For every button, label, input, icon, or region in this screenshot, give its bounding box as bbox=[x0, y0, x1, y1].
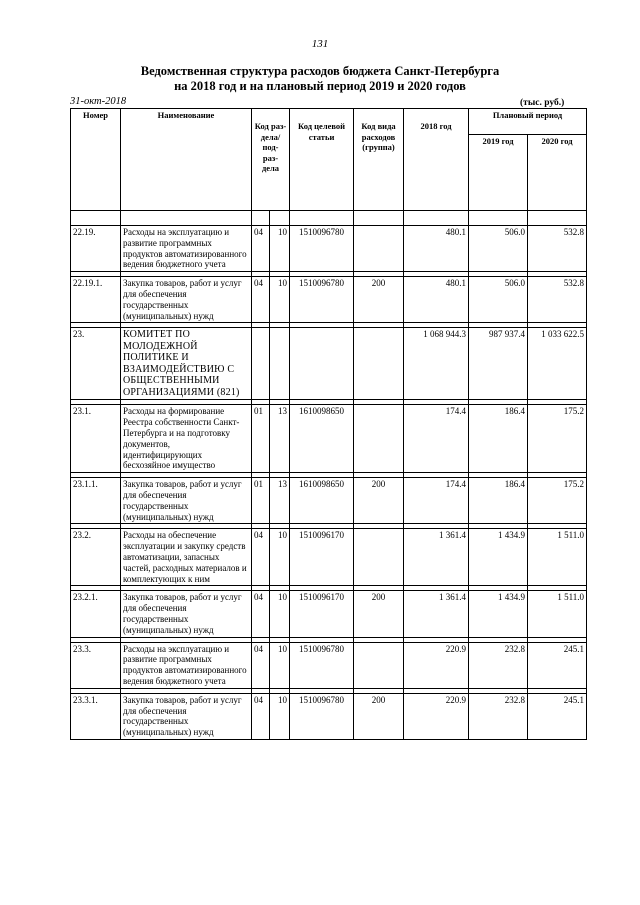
cell-2018: 174.4 bbox=[404, 478, 469, 524]
cell-expense-type bbox=[354, 226, 404, 272]
cell-number: 23.2.1. bbox=[71, 591, 121, 637]
header-target: Код целевой статьи bbox=[290, 109, 354, 211]
header-section: Код раз- дела/ под- раз- дела bbox=[252, 109, 290, 211]
table-row bbox=[71, 591, 587, 637]
cell-name: Закупка товаров, работ и услуг для обеспечения государственных (муниципальных) нужд bbox=[121, 277, 252, 323]
spacer-cell bbox=[71, 211, 121, 226]
cell-number: 23.3.1. bbox=[71, 693, 121, 739]
cell-section: 04 bbox=[252, 642, 270, 688]
title-line-2: на 2018 год и на плановый период 2019 и 2020 годов bbox=[174, 79, 466, 93]
budget-table bbox=[70, 108, 587, 740]
title-line-1: Ведомственная структура расходов бюджета Санкт-Петербурга bbox=[140, 64, 500, 78]
cell-2019: 506.0 bbox=[469, 277, 528, 323]
page-number: 131 bbox=[311, 38, 329, 50]
document-date: 31-окт-2018 bbox=[70, 96, 127, 107]
cell-section: 04 bbox=[252, 529, 270, 586]
spacer-cell bbox=[121, 211, 252, 226]
table-row bbox=[71, 693, 587, 739]
cell-2020: 532.8 bbox=[528, 226, 587, 272]
spacer-cell bbox=[270, 211, 290, 226]
cell-target: 1510096170 bbox=[290, 529, 354, 586]
cell-2020: 1 033 622.5 bbox=[528, 328, 587, 400]
cell-target bbox=[290, 328, 354, 400]
cell-target: 1510096170 bbox=[290, 591, 354, 637]
cell-subsection: 13 bbox=[270, 478, 290, 524]
cell-subsection: 13 bbox=[270, 405, 290, 473]
header-expense-type: Код вида расходов (группа) bbox=[354, 109, 404, 211]
cell-section: 04 bbox=[252, 277, 270, 323]
cell-number: 23.2. bbox=[71, 529, 121, 586]
cell-section: 04 bbox=[252, 226, 270, 272]
units-label: (тыс. руб.) bbox=[520, 98, 565, 108]
cell-section: 01 bbox=[252, 405, 270, 473]
cell-name: Расходы на эксплуатацию и развитие программных продуктов автоматизированного ведения бюджетного учета bbox=[121, 226, 252, 272]
cell-2018: 480.1 bbox=[404, 277, 469, 323]
spacer-cell bbox=[252, 211, 270, 226]
cell-name: Расходы на формирование Реестра собственности Санкт-Петербурга и на подготовку документов, идентифицирующих бесхозяйное имущество bbox=[121, 405, 252, 473]
cell-target: 1510096780 bbox=[290, 642, 354, 688]
row-spacer bbox=[71, 211, 587, 226]
cell-2018: 174.4 bbox=[404, 405, 469, 473]
cell-expense-type: 200 bbox=[354, 277, 404, 323]
spacer-cell bbox=[528, 211, 587, 226]
cell-2020: 245.1 bbox=[528, 642, 587, 688]
header-number: Номер bbox=[71, 109, 121, 211]
cell-2020: 175.2 bbox=[528, 405, 587, 473]
cell-2019: 186.4 bbox=[469, 478, 528, 524]
cell-2019: 1 434.9 bbox=[469, 591, 528, 637]
cell-number: 23.3. bbox=[71, 642, 121, 688]
cell-expense-type: 200 bbox=[354, 478, 404, 524]
cell-2018: 220.9 bbox=[404, 642, 469, 688]
header-row-1 bbox=[71, 109, 587, 135]
cell-section bbox=[252, 328, 270, 400]
cell-2020: 1 511.0 bbox=[528, 591, 587, 637]
cell-2018: 480.1 bbox=[404, 226, 469, 272]
cell-subsection: 10 bbox=[270, 693, 290, 739]
cell-name: Закупка товаров, работ и услуг для обеспечения государственных (муниципальных) нужд bbox=[121, 693, 252, 739]
cell-target: 1510096780 bbox=[290, 277, 354, 323]
cell-2019: 987 937.4 bbox=[469, 328, 528, 400]
header-year-2019: 2019 год bbox=[469, 135, 528, 211]
cell-2020: 245.1 bbox=[528, 693, 587, 739]
cell-2018: 1 068 944.3 bbox=[404, 328, 469, 400]
cell-name: Расходы на обеспечение эксплуатации и закупку средств автоматизации, запасных частей, расходных материалов и комплектующих к ним bbox=[121, 529, 252, 586]
cell-number: 22.19. bbox=[71, 226, 121, 272]
cell-number: 23.1.1. bbox=[71, 478, 121, 524]
header-name: Наименование bbox=[121, 109, 252, 211]
cell-2019: 186.4 bbox=[469, 405, 528, 473]
cell-expense-type bbox=[354, 529, 404, 586]
cell-subsection: 10 bbox=[270, 642, 290, 688]
table-row bbox=[71, 277, 587, 323]
cell-2018: 1 361.4 bbox=[404, 529, 469, 586]
cell-target: 1510096780 bbox=[290, 226, 354, 272]
spacer-cell bbox=[290, 211, 354, 226]
cell-2020: 175.2 bbox=[528, 478, 587, 524]
cell-section: 01 bbox=[252, 478, 270, 524]
document-title bbox=[0, 64, 640, 94]
cell-number: 23. bbox=[71, 328, 121, 400]
cell-2018: 1 361.4 bbox=[404, 591, 469, 637]
cell-subsection: 10 bbox=[270, 591, 290, 637]
cell-name: КОМИТЕТ ПО МОЛОДЕЖНОЙ ПОЛИТИКЕ И ВЗАИМОДЕЙСТВИЮ С ОБЩЕСТВЕННЫМИ ОРГАНИЗАЦИЯМИ (821) bbox=[121, 328, 252, 400]
cell-2020: 1 511.0 bbox=[528, 529, 587, 586]
spacer-cell bbox=[469, 211, 528, 226]
cell-target: 1510096780 bbox=[290, 693, 354, 739]
cell-target: 1610098650 bbox=[290, 405, 354, 473]
cell-name: Закупка товаров, работ и услуг для обеспечения государственных (муниципальных) нужд bbox=[121, 591, 252, 637]
spacer-cell bbox=[354, 211, 404, 226]
table-row bbox=[71, 405, 587, 473]
cell-number: 22.19.1. bbox=[71, 277, 121, 323]
cell-name: Закупка товаров, работ и услуг для обеспечения государственных (муниципальных) нужд bbox=[121, 478, 252, 524]
cell-2020: 532.8 bbox=[528, 277, 587, 323]
cell-subsection: 10 bbox=[270, 529, 290, 586]
cell-section: 04 bbox=[252, 693, 270, 739]
cell-name: Расходы на эксплуатацию и развитие программных продуктов автоматизированного ведения бюджетного учета bbox=[121, 642, 252, 688]
cell-2019: 506.0 bbox=[469, 226, 528, 272]
cell-2019: 232.8 bbox=[469, 642, 528, 688]
cell-expense-type bbox=[354, 328, 404, 400]
table-row bbox=[71, 328, 587, 400]
table-row bbox=[71, 478, 587, 524]
header-year-2018: 2018 год bbox=[404, 109, 469, 211]
spacer-cell bbox=[404, 211, 469, 226]
header-planned-period: Плановый период bbox=[469, 109, 587, 135]
cell-number: 23.1. bbox=[71, 405, 121, 473]
table-row bbox=[71, 226, 587, 272]
header-year-2020: 2020 год bbox=[528, 135, 587, 211]
cell-subsection bbox=[270, 328, 290, 400]
cell-expense-type bbox=[354, 405, 404, 473]
cell-target: 1610098650 bbox=[290, 478, 354, 524]
table-row bbox=[71, 529, 587, 586]
cell-expense-type bbox=[354, 642, 404, 688]
cell-subsection: 10 bbox=[270, 277, 290, 323]
table-row bbox=[71, 642, 587, 688]
cell-2019: 1 434.9 bbox=[469, 529, 528, 586]
cell-section: 04 bbox=[252, 591, 270, 637]
cell-subsection: 10 bbox=[270, 226, 290, 272]
cell-expense-type: 200 bbox=[354, 591, 404, 637]
cell-2019: 232.8 bbox=[469, 693, 528, 739]
cell-2018: 220.9 bbox=[404, 693, 469, 739]
cell-expense-type: 200 bbox=[354, 693, 404, 739]
